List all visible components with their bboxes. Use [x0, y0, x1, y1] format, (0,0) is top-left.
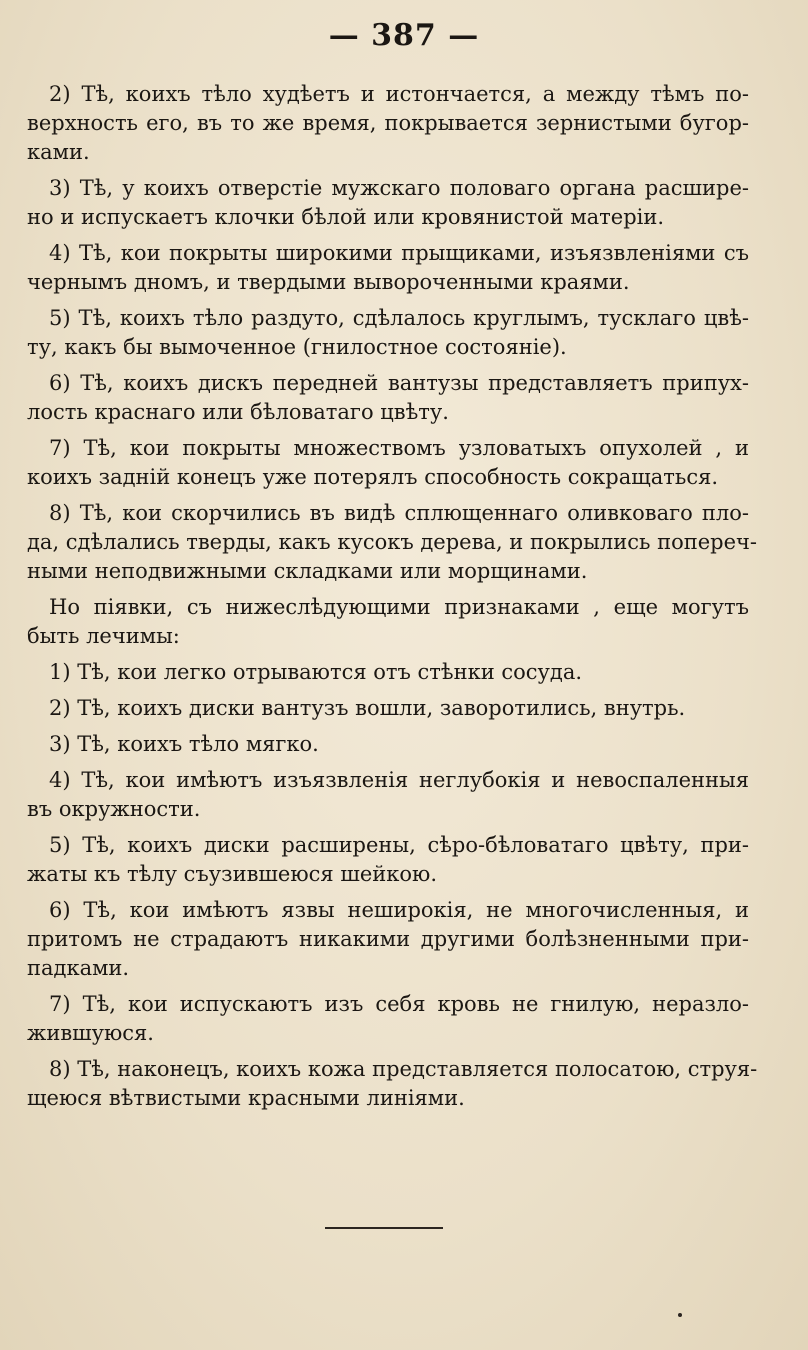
- paragraph: [27, 694, 749, 723]
- paragraph-gap: [27, 723, 749, 730]
- paragraph-gap: [27, 687, 749, 694]
- text-line: 5) Тѣ, коихъ тѣло раздуто, сдѣлалось круглымъ, тусклаго цвѣ-: [49, 306, 749, 330]
- paragraph: [27, 1055, 758, 1113]
- text-line: верхность его, въ то же время, покрывается зернистыми бугор-: [27, 111, 749, 135]
- paragraph-gap: [27, 824, 749, 831]
- paragraph-gap: [27, 889, 749, 896]
- text-line: 7) Тѣ, кои покрыты множествомъ узловатыхъ опухолей , и: [49, 436, 749, 460]
- paragraph: [27, 658, 749, 687]
- text-line: ту, какъ бы вымоченное (гнилостное состояніе).: [27, 335, 567, 359]
- paragraph: [27, 434, 749, 492]
- text-line: 4) Тѣ, кои покрыты широкими прыщиками, изъязвленіями съ: [49, 241, 749, 265]
- text-line: 3) Тѣ, коихъ тѣло мягко.: [49, 732, 319, 756]
- ink-dot: [678, 1313, 682, 1317]
- text-line: жаты къ тѣлу съузившеюся шейкою.: [27, 862, 438, 886]
- text-line: 8) Тѣ, кои скорчились въ видѣ сплющеннаго оливковаго пло-: [49, 501, 749, 525]
- text-line: ками.: [27, 140, 90, 164]
- section-rule: [325, 1227, 443, 1229]
- paragraph: [27, 499, 758, 586]
- text-line: 3) Тѣ, у коихъ отверстіе мужскаго половаго органа расшире-: [49, 176, 749, 200]
- text-line: да, сдѣлались тверды, какъ кусокъ дерева, и покрылись попереч-: [27, 530, 758, 554]
- body-text: [27, 80, 758, 1113]
- paragraph: [27, 369, 749, 427]
- text-line: ными неподвижными складками или морщинами.: [27, 559, 588, 583]
- paragraph: [27, 80, 749, 167]
- paragraph-gap: [27, 651, 749, 658]
- text-line: 2) Тѣ, коихъ тѣло худѣетъ и истончается, а между тѣмъ по-: [49, 82, 749, 106]
- text-line: щеюся вѣтвистыми красными линіями.: [27, 1086, 465, 1110]
- paragraph: [27, 766, 749, 824]
- text-line: въ окружности.: [27, 797, 201, 821]
- text-line: 7) Тѣ, кои испускаютъ изъ себя кровь не гнилую, неразло-: [49, 992, 749, 1016]
- paragraph: [27, 304, 749, 362]
- paragraph: [27, 593, 749, 651]
- paragraph-gap: [27, 167, 749, 174]
- text-line: коихъ задній конецъ уже потерялъ способность сокращаться.: [27, 465, 719, 489]
- paragraph-gap: [27, 297, 749, 304]
- paragraph-gap: [27, 362, 749, 369]
- paragraph: [27, 239, 749, 297]
- text-line: 6) Тѣ, кои имѣютъ язвы неширокія, не многочисленныя, и: [49, 898, 749, 922]
- text-line: 4) Тѣ, кои имѣютъ изъязвленія неглубокія и невоспаленныя: [49, 768, 749, 792]
- paragraph-gap: [27, 492, 749, 499]
- paragraph: [27, 896, 749, 983]
- text-line: 8) Тѣ, наконецъ, коихъ кожа представляется полосатою, струя-: [49, 1057, 758, 1081]
- page-number: — 387 —: [328, 18, 480, 53]
- text-line: лость краснаго или бѣловатаго цвѣту.: [27, 400, 449, 424]
- paragraph-gap: [27, 232, 749, 239]
- text-line: притомъ не страдаютъ никакими другими болѣзненными при-: [27, 927, 749, 951]
- text-line: Но піявки, съ нижеслѣдующими признаками , еще могутъ: [49, 595, 749, 619]
- paragraph-gap: [27, 427, 749, 434]
- text-line: но и испускаетъ клочки бѣлой или кровянистой матеріи.: [27, 205, 665, 229]
- text-line: 2) Тѣ, коихъ диски вантузъ вошли, заворотились, внутрь.: [49, 696, 686, 720]
- paragraph: [27, 174, 749, 232]
- paragraph: [27, 990, 749, 1048]
- text-line: чернымъ дномъ, и твердыми вывороченными краями.: [27, 270, 630, 294]
- paragraph-gap: [27, 1048, 749, 1055]
- paragraph-gap: [27, 759, 749, 766]
- paragraph: [27, 730, 749, 759]
- text-line: 1) Тѣ, кои легко отрываются отъ стѣнки сосуда.: [49, 660, 583, 684]
- paragraph-gap: [27, 586, 749, 593]
- text-line: падками.: [27, 956, 130, 980]
- text-line: 6) Тѣ, коихъ дискъ передней вантузы представляетъ припух-: [49, 371, 749, 395]
- paragraph: [27, 831, 749, 889]
- paragraph-gap: [27, 983, 749, 990]
- text-line: быть лечимы:: [27, 624, 180, 648]
- text-line: жившуюся.: [27, 1021, 154, 1045]
- text-line: 5) Тѣ, коихъ диски расширены, сѣро-бѣловатаго цвѣту, при-: [49, 833, 749, 857]
